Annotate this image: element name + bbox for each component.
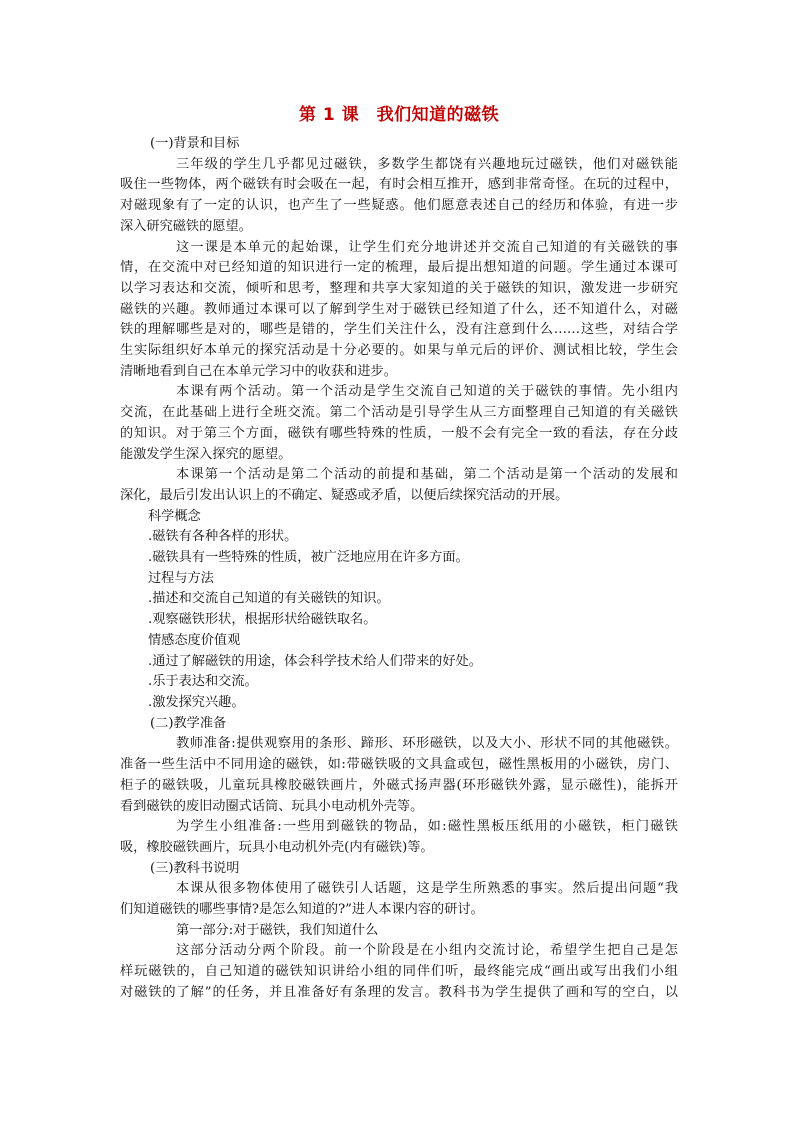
text-line: .观察磁铁形状，根据形状给磁铁取名。 — [148, 612, 377, 628]
text-line: 样玩磁铁的，自己知道的磁铁知识讲给小组的同伴们听，最终能完成“画出或写出我们小组 — [120, 964, 678, 980]
text-line: 清晰地看到自己在本单元学习中的收获和进步。 — [120, 363, 397, 379]
text-line: .描述和交流自己知道的有关磁铁的知识。 — [148, 591, 390, 607]
text-line: (二)教学准备 — [150, 715, 227, 731]
text-line: 交流，在此基础上进行全班交流。第二个活动是引导学生从三方面整理自己知道的有关磁铁 — [120, 405, 678, 421]
text-line: 过程与方法 — [148, 570, 214, 586]
text-line: 准备一些生活中不同用途的磁铁，如:带磁铁吸的文具盒或包，磁性黑板用的小磁铁，房门、 — [120, 757, 678, 773]
text-line: 本课第一个活动是第二个活动的前提和基础，第二个活动是第一个活动的发展和 — [176, 467, 678, 483]
text-line: 情感态度价值观 — [148, 632, 241, 648]
text-line: 对磁现象有了一定的认识，也产生了一些疑惑。他们愿意表述自己的经历和体验，有进一步 — [120, 198, 678, 214]
text-line: 本课有两个活动。第一个活动是学生交流自己知道的关于磁铁的事情。先小组内 — [176, 384, 678, 400]
document-page — [120, 100, 678, 1004]
text-line: .激发探究兴趣。 — [148, 694, 245, 710]
document-title: 第 1 课 我们知道的磁铁 — [298, 105, 500, 125]
text-line: 深化，最后引发出认识上的不确定、疑惑或矛盾，以便后续探究活动的开展。 — [120, 487, 569, 503]
text-line: 这部分活动分两个阶段。前一个阶段是在小组内交流讨论，希望学生把自己是怎 — [176, 943, 678, 959]
text-line: .乐于表达和交流。 — [148, 674, 258, 690]
document-body — [120, 134, 678, 1004]
text-line: .磁铁具有一些特殊的性质，被广泛地应用在许多方面。 — [148, 550, 469, 566]
text-line: (三)教科书说明 — [150, 860, 240, 876]
text-line: 能激发学生深入探究的愿望。 — [120, 446, 292, 462]
text-line: 吸，橡胶磁铁画片，玩具小电动机外壳(内有磁铁)等。 — [120, 839, 434, 855]
text-line: 看到磁铁的废旧动圈式话筒、玩具小电动机外壳等。 — [120, 798, 424, 814]
text-line: 铁的理解哪些是对的，哪些是错的，学生们关注什么，没有注意到什么……这些，对结合学 — [120, 322, 678, 338]
text-line: 三年级的学生几乎都见过磁铁，多数学生都饶有兴趣地玩过磁铁，他们对磁铁能 — [176, 156, 678, 172]
text-line: .磁铁有各种各样的形状。 — [148, 529, 298, 545]
text-line: 以学习表达和交流，倾听和思考，整理和共享大家知道的关于磁铁的知识，激发进一步研究 — [120, 280, 678, 296]
text-line: 教师准备:提供观察用的条形、蹄形、环形磁铁，以及大小、形状不同的其他磁铁。 — [176, 736, 678, 752]
text-line: 为学生小组准备:一些用到磁铁的物品，如:磁性黑板压纸用的小磁铁，柜门磁铁 — [176, 819, 678, 835]
text-line: .通过了解磁铁的用途，体会科学技术给人们带来的好处。 — [148, 653, 482, 669]
text-line: 的知识。对于第三个方面，磁铁有哪些特殊的性质，一般不会有完全一致的看法，存在分歧 — [120, 425, 678, 441]
text-line: 吸住一些物体，两个磁铁有时会吸在一起，有时会相互推开，感到非常奇怪。在玩的过程中， — [120, 177, 678, 193]
text-line: 磁铁的兴趣。教师通过本课可以了解到学生对于磁铁已经知道了什么，还不知道什么，对磁 — [120, 301, 678, 317]
text-line: 情，在交流中对已经知道的知识进行一定的梳理，最后提出想知道的问题。学生通过本课可 — [120, 260, 678, 276]
text-line: 这一课是本单元的起始课，让学生们充分地讲述并交流自己知道的有关磁铁的事 — [176, 239, 678, 255]
text-line: 深入研究磁铁的愿望。 — [120, 218, 252, 234]
text-line: 对磁铁的了解”的任务，并且准备好有条理的发言。教科书为学生提供了画和写的空白，以 — [120, 984, 678, 1000]
text-line: 本课从很多物体使用了磁铁引人话题，这是学生所熟悉的事实。然后提出问题“我 — [176, 881, 678, 897]
text-line: 生实际组织好本单元的探究活动是十分必要的。如果与单元后的评价、测试相比较，学生会 — [120, 343, 678, 359]
text-line: 第一部分:对于磁铁，我们知道什么 — [176, 922, 379, 938]
text-line: 科学概念 — [148, 508, 201, 524]
text-line: (一)背景和目标 — [150, 136, 240, 151]
text-line: 柜子的磁铁吸，儿童玩具橡胶磁铁画片，外磁式扬声器(环形磁铁外露，显示磁性)，能拆开 — [120, 777, 678, 793]
text-line: 们知道磁铁的哪些事情?是怎么知道的?”进人本课内容的研讨。 — [120, 902, 484, 918]
